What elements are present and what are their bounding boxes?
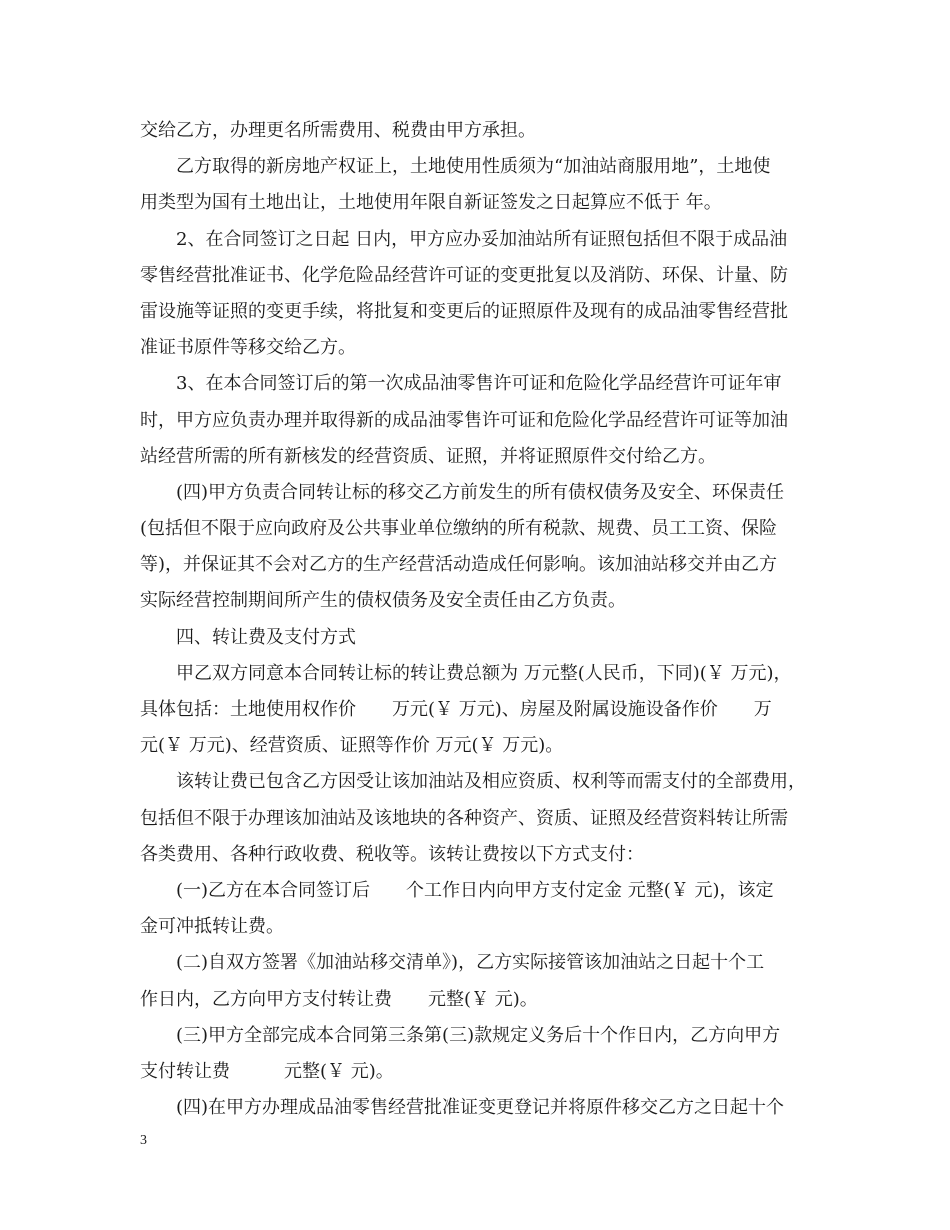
text-line: (包括但不限于应向政府及公共事业单位缴纳的所有税款、规费、员工工资、保险 — [140, 518, 778, 540]
text-line: (四)甲方负责合同转让标的移交乙方前发生的所有债权债务及安全、环保责任 — [176, 481, 785, 503]
text-line: 各类费用、各种行政收费、税收等。该转让费按以下方式支付： — [140, 843, 644, 865]
text-line: 准证书原件等移交给乙方。 — [140, 337, 356, 359]
text-line: 2、在合同签订之日起 日内，甲方应办妥加油站所有证照包括但不限于成品油 — [176, 228, 788, 250]
text-line: 包括但不限于办理该加油站及该地块的各种资产、资质、证照及经营资料转让所需 — [140, 807, 788, 829]
document-text — [140, 113, 812, 1126]
text-line: 作日内，乙方向甲方支付转让费 元整(￥ 元)。 — [140, 988, 538, 1010]
document-body — [140, 113, 812, 1126]
text-line: (一)乙方在本合同签订后 个工作日内向甲方支付定金 元整(￥ 元)，该定 — [176, 879, 774, 901]
text-line: 用类型为国有土地出让，土地使用年限自新证签发之日起算应不低于 年。 — [140, 192, 722, 214]
text-line: 站经营所需的所有新核发的经营资质、证照，并将证照原件交付给乙方。 — [140, 445, 716, 467]
text-line: (四)在甲方办理成品油零售经营批准证变更登记并将原件移交乙方之日起十个 — [176, 1097, 785, 1119]
text-line: 乙方取得的新房地产权证上，土地使用性质须为“加油站商服用地”，土地使 — [176, 156, 771, 178]
text-line: 支付转让费 元整(￥ 元)。 — [140, 1060, 394, 1082]
text-line: 3、在本合同签订后的第一次成品油零售许可证和危险化学品经营许可证年审 — [176, 373, 782, 395]
text-line: (二)自双方签署《加油站移交清单》)，乙方实际接管该加油站之日起十个工 — [176, 952, 765, 974]
text-line: 该转让费已包含乙方因受让该加油站及相应资质、权利等而需支付的全部费用， — [176, 771, 806, 793]
text-line: 交给乙方，办理更名所需费用、税费由甲方承担。 — [140, 120, 536, 141]
text-line: (三)甲方全部完成本合同第三条第(三)款规定义务后十个作日内，乙方向甲方 — [176, 1024, 781, 1046]
text-line: 元(￥ 万元)、经营资质、证照等作价 万元(￥ 万元)。 — [140, 735, 564, 757]
text-line: 雷设施等证照的变更手续，将批复和变更后的证照原件及现有的成品油零售经营批 — [140, 300, 788, 322]
text-line: 甲乙双方同意本合同转让标的转让费总额为 万元整(人民币，下同)(￥ 万元)， — [176, 662, 792, 684]
text-line: 金可冲抵转让费。 — [140, 916, 284, 938]
text-line: 等)，并保证其不会对乙方的生产经营活动造成任何影响。该加油站移交并由乙方 — [140, 554, 778, 576]
page-number: 3 — [140, 1133, 147, 1148]
text-line: 时，甲方应负责办理并取得新的成品油零售许可证和危险化学品经营许可证等加油 — [140, 409, 788, 431]
section-heading: 四、转让费及支付方式 — [176, 626, 356, 648]
text-line: 具体包括：土地使用权作价 万元(￥ 万元)、房屋及附属设施设备作价 万 — [140, 699, 772, 720]
text-line: 实际经营控制期间所产生的债权债务及安全责任由乙方负责。 — [140, 590, 626, 612]
text-line: 零售经营批准证书、化学危险品经营许可证的变更批复以及消防、环保、计量、防 — [140, 264, 788, 286]
